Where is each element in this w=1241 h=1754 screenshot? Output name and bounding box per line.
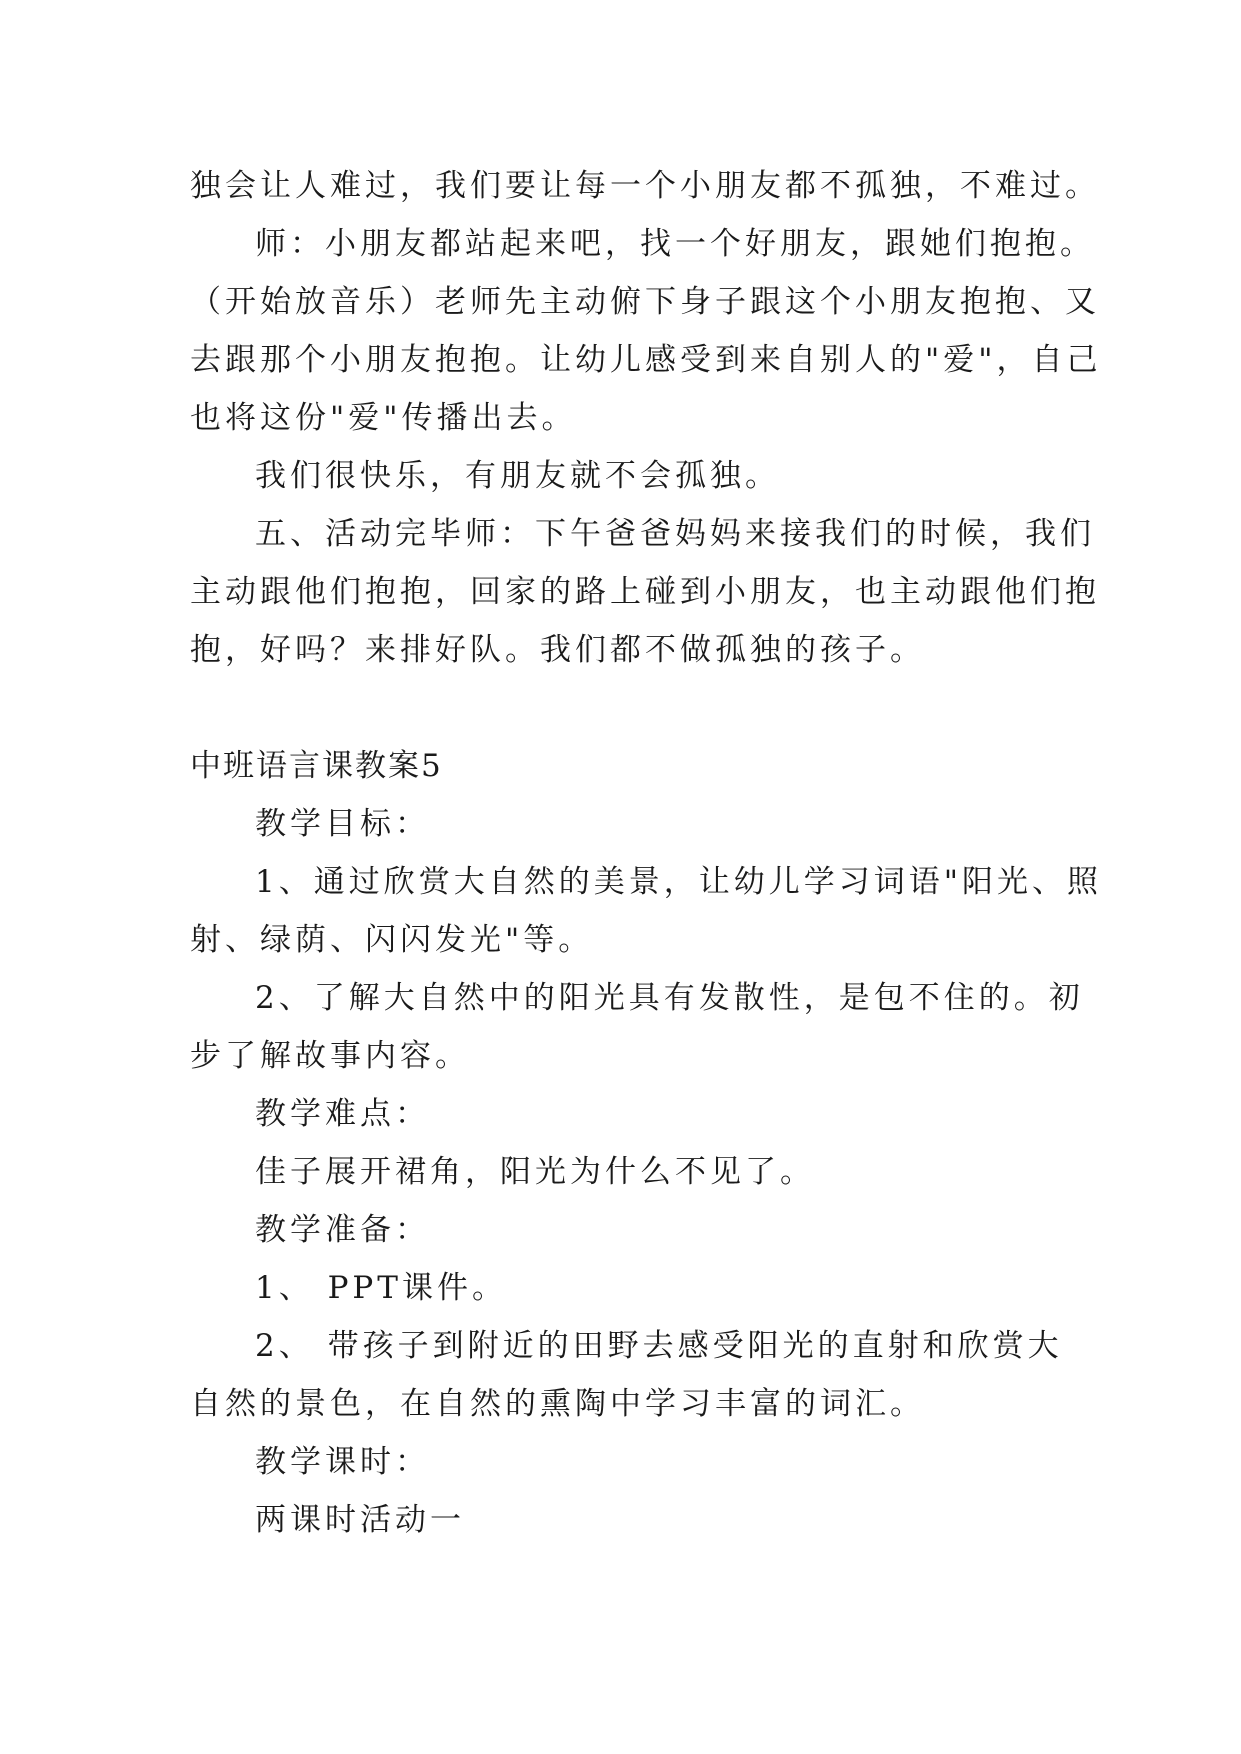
paragraph-line: 教学课时：: [255, 1444, 430, 1480]
paragraph-line: 射、绿荫、闪闪发光"等。: [190, 922, 594, 958]
paragraph-line: 主动跟他们抱抱，回家的路上碰到小朋友，也主动跟他们抱: [190, 574, 1100, 610]
paragraph-line: 也将这份"爱"传播出去。: [190, 400, 577, 436]
paragraph-line: 2、了解大自然中的阳光具有发散性，是包不住的。初: [255, 980, 1084, 1016]
paragraph-line: 我们很快乐，有朋友就不会孤独。: [255, 458, 780, 494]
paragraph-line: 佳子展开裙角，阳光为什么不见了。: [255, 1154, 815, 1190]
paragraph-line: 2、 带孩子到附近的田野去感受阳光的直射和欣赏大: [255, 1328, 1063, 1364]
paragraph-line: 师：小朋友都站起来吧，找一个好朋友，跟她们抱抱。: [255, 226, 1095, 262]
paragraph-line: 抱，好吗？来排好队。我们都不做孤独的孩子。: [190, 632, 925, 668]
paragraph-line: 1、通过欣赏大自然的美景，让幼儿学习词语"阳光、照: [255, 864, 1102, 900]
paragraph-line: 步了解故事内容。: [190, 1038, 470, 1074]
paragraph-line: 1、 PPT课件。: [255, 1270, 507, 1306]
paragraph-line: 自然的景色，在自然的熏陶中学习丰富的词汇。: [190, 1386, 925, 1422]
section-heading: 中班语言课教案5: [190, 748, 443, 784]
paragraph-line: 教学难点：: [255, 1096, 430, 1132]
paragraph-line: 五、活动完毕师：下午爸爸妈妈来接我们的时候，我们: [255, 516, 1095, 552]
paragraph-line: 去跟那个小朋友抱抱。让幼儿感受到来自别人的"爱"，自己: [190, 342, 1102, 378]
paragraph-line: （开始放音乐）老师先主动俯下身子跟这个小朋友抱抱、又: [190, 284, 1100, 320]
paragraph-line: 教学目标：: [255, 806, 430, 842]
paragraph-line: 教学准备：: [255, 1212, 430, 1248]
paragraph-line: 独会让人难过，我们要让每一个小朋友都不孤独，不难过。: [190, 168, 1100, 204]
paragraph-line: 两课时活动一: [255, 1502, 465, 1538]
